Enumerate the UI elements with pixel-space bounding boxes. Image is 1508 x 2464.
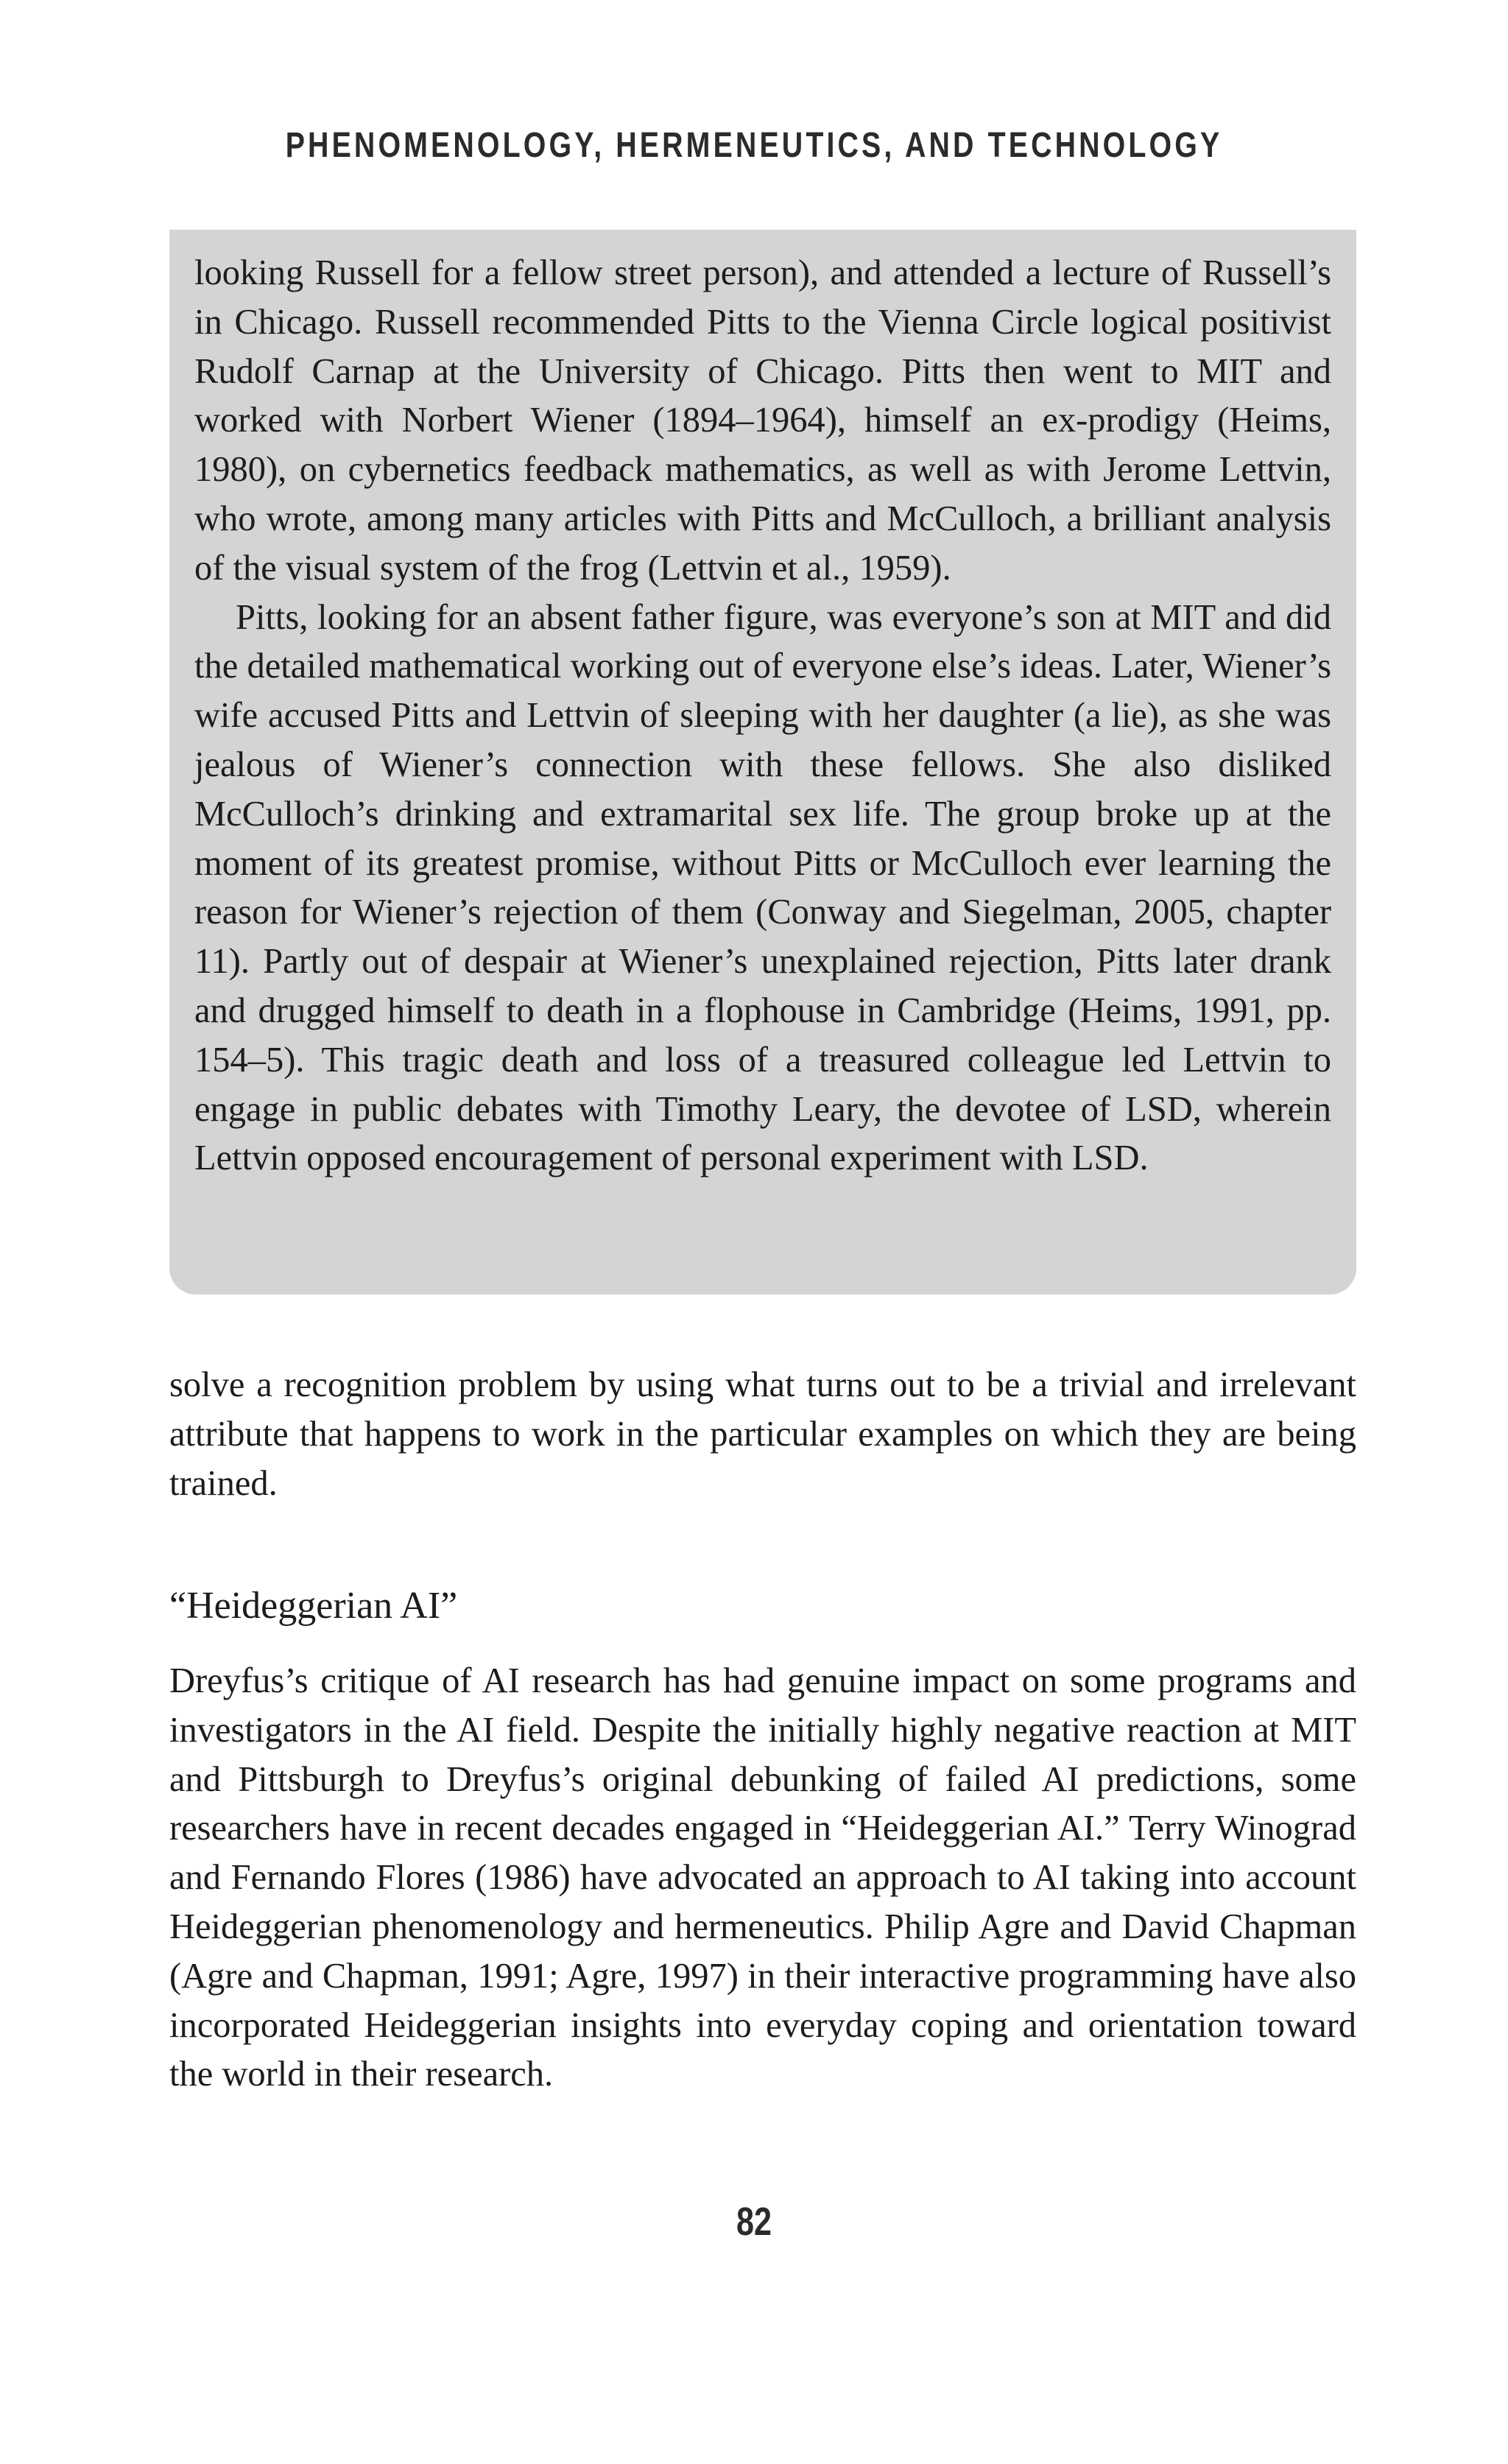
running-head: PHENOMENOLOGY, HERMENEUTICS, AND TECHNOLOGY <box>285 126 1223 165</box>
sidebar-paragraph: Pitts, looking for an absent father figure, was everyone’s son at MIT and did the detailed mathematical working out of everyone else’s ideas. Later, Wiener’s wife accused Pitts and Lettvin of sleeping with her daughter (a lie), as she was jealous of Wiener’s connection with these fellows. She also disliked McCulloch’s drinking and extramarital sex life. The group broke up at the moment of its greatest promise, without Pitts or McCulloch ever learning the reason for Wiener’s rejection of them (Conway and Siegelman, 2005, chapter 11). Partly out of despair at Wiener’s unexplained rejection, Pitts later drank and drugged himself to death in a flophouse in Cambridge (Heims, 1991, pp. 154–5). This tragic death and loss of a treasured colleague led Lettvin to engage in public debates with Timothy Leary, the devotee of LSD, wherein Lettvin opposed encouragement of personal experiment with LSD. <box>194 597 1331 1178</box>
body-paragraph: Dreyfus’s critique of AI research has had genuine impact on some programs and investigators in the AI field. Despite the initially highly negative reaction at MIT and Pittsburgh to Dreyfus’s original debunking of failed AI predictions, some researchers have in recent decades engaged in “Heideggerian AI.” Terry Winograd and Fernando Flores (1986) have advocated an approach to AI taking into account Heideggerian phenomenology and hermeneutics. Philip Agre and David Chapman (Agre and Chapman, 1991; Agre, 1997) in their interactive programming have also incorporated Heideggerian insights into everyday coping and orientation toward the world in their research. <box>169 1661 1356 2094</box>
sidebar-box <box>169 230 1356 1295</box>
body-paragraph: solve a recognition problem by using what turns out to be a trivial and irrelevant attribute that happens to work in the particular examples on which they are being trained. <box>169 1365 1356 1503</box>
section-heading: “Heideggerian AI” <box>169 1585 458 1627</box>
page-number: 82 <box>736 2200 772 2244</box>
sidebar-paragraph: looking Russell for a fellow street person), and attended a lecture of Russell’s in Chicago. Russell recommended Pitts to the Vienna Circle logical positivist Rudolf Carnap at the University of Chicago. Pitts then went to MIT and worked with Norbert Wiener (1894–1964), himself an ex-prodigy (Heims, 1980), on cybernetics feedback mathematics, as well as with Jerome Lettvin, who wrote, among many articles with Pitts and McCulloch, a brilliant analysis of the visual system of the frog (Lettvin et al., 1959). <box>194 253 1331 588</box>
